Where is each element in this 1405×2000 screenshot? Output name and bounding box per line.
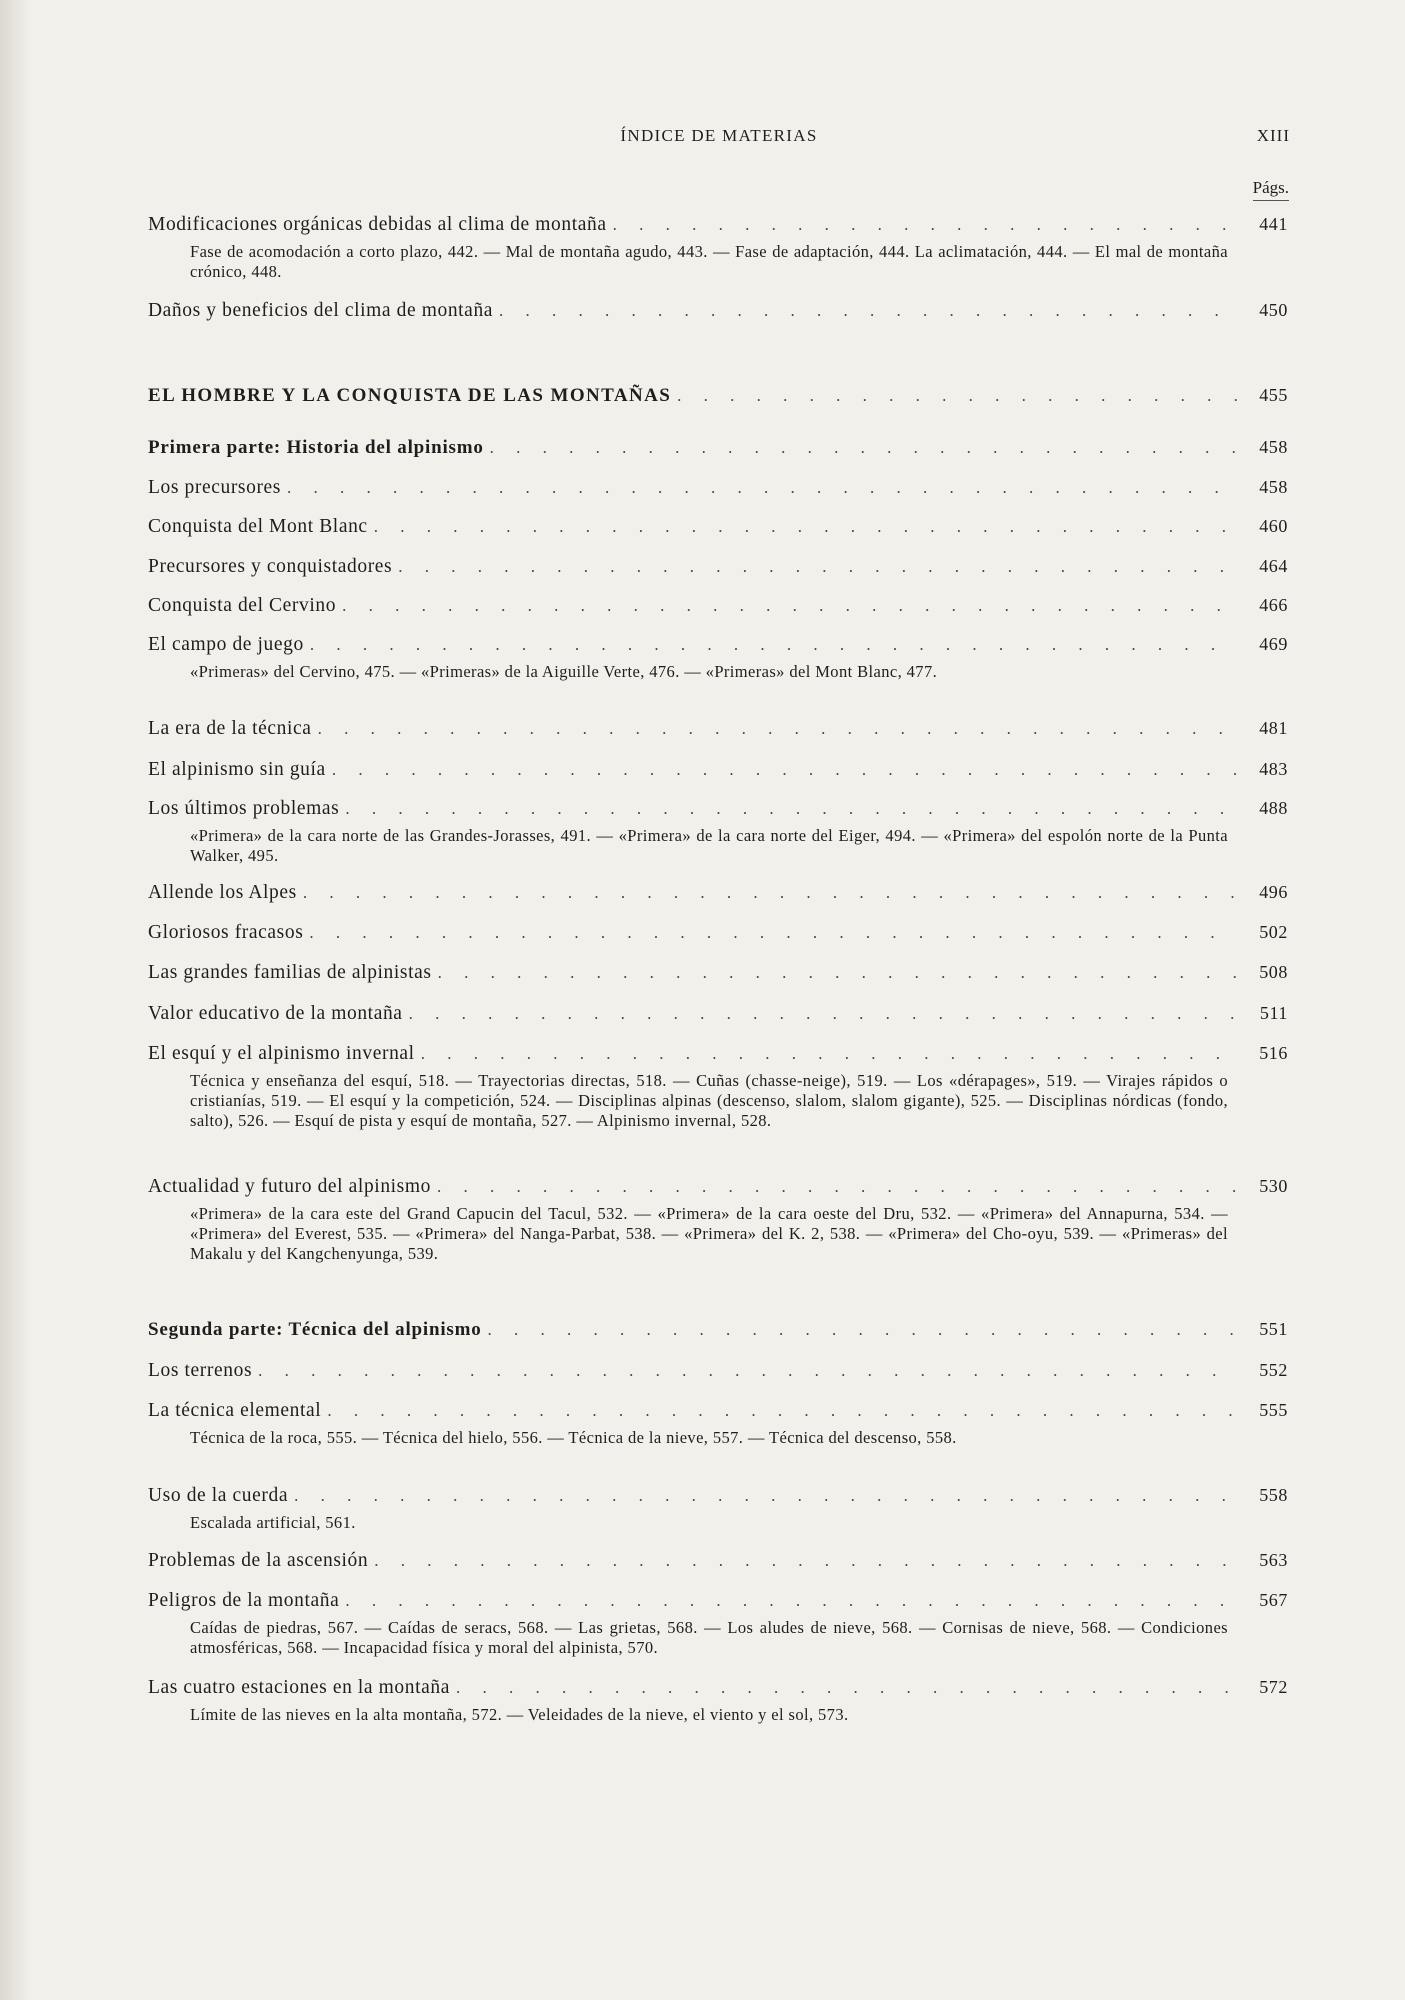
entry-subtopics: «Primeras» del Cervino, 475. — «Primeras» de la Aiguille Verte, 476. — «Primeras» del Mont Blanc, 477.: [190, 662, 938, 681]
running-title: ÍNDICE DE MATERIAS: [620, 126, 818, 145]
page-number: XIII: [1256, 126, 1290, 145]
entry-title: Allende los Alpes: [148, 882, 297, 903]
entry-subtopics: Caídas de piedras, 567. — Caídas de seracs, 568. — Las grietas, 568. — Los aludes de nieve, 568. — Cornisas de nieve, 568. — Condiciones atmosféricas, 568. — Incapacidad física y moral del alpinista, 570.: [190, 1618, 1228, 1657]
toc-entry: [148, 962, 1288, 984]
entry-page: 483: [1259, 759, 1288, 779]
pages-column-label: Págs.: [1253, 178, 1289, 201]
entry-subtopics: Límite de las nieves en la alta montaña, 572. — Veleidades de la nieve, el viento y el sol, 573.: [190, 1705, 849, 1724]
entry-title: Actualidad y futuro del alpinismo: [148, 1176, 431, 1197]
entry-subtopics: Escalada artificial, 561.: [190, 1513, 356, 1532]
entry-page: 508: [1259, 962, 1288, 982]
entry-page: 555: [1259, 1400, 1288, 1420]
entry-page: 563: [1259, 1550, 1288, 1570]
entry-page: 458: [1259, 477, 1288, 497]
entry-title: EL HOMBRE Y LA CONQUISTA DE LAS MONTAÑAS: [148, 385, 672, 406]
toc-entry: [148, 1677, 1288, 1725]
entry-title: Segunda parte: Técnica del alpinismo: [148, 1319, 482, 1340]
entry-title: Los últimos problemas: [148, 798, 340, 819]
entry-page: 481: [1259, 718, 1288, 738]
entry-page: 567: [1259, 1590, 1288, 1610]
toc-entry: [148, 922, 1288, 944]
toc-entry: [148, 1590, 1288, 1658]
toc-entry: [148, 798, 1288, 866]
entry-page: 466: [1259, 595, 1288, 615]
toc-entry: [148, 595, 1288, 617]
leader-dots: [374, 517, 1237, 537]
entry-title: El alpinismo sin guía: [148, 759, 326, 780]
toc-entry: [148, 759, 1288, 781]
entry-title: El esquí y el alpinismo invernal: [148, 1043, 415, 1064]
entry-title: Modificaciones orgánicas debidas al clima de montaña: [148, 214, 607, 235]
leader-dots: [437, 1177, 1237, 1197]
entry-title: Uso de la cuerda: [148, 1485, 289, 1506]
toc-entry: [148, 1003, 1288, 1025]
entry-subtopics: Técnica de la roca, 555. — Técnica del hielo, 556. — Técnica de la nieve, 557. — Técnica del descenso, 558.: [190, 1428, 957, 1447]
leader-dots: [421, 1044, 1237, 1064]
toc-entry: [148, 634, 1288, 682]
entry-title: Conquista del Cervino: [148, 595, 337, 616]
entry-page: 552: [1259, 1360, 1288, 1380]
entry-page: 441: [1259, 214, 1288, 234]
entry-title: Las grandes familias de alpinistas: [148, 962, 432, 983]
leader-dots: [345, 1591, 1237, 1611]
leader-dots: [294, 1486, 1237, 1506]
page-edge: [0, 0, 30, 2000]
leader-dots: [677, 386, 1237, 406]
entry-page: 551: [1259, 1319, 1288, 1339]
leader-dots: [332, 760, 1237, 780]
leader-dots: [456, 1678, 1237, 1698]
entry-title: La era de la técnica: [148, 718, 312, 739]
entry-title: Los terrenos: [148, 1360, 253, 1381]
entry-subtopics: Fase de acomodación a corto plazo, 442. — Mal de montaña agudo, 443. — Fase de adaptación, 444. La aclimatación, 444. — El mal de montaña crónico, 448.: [190, 242, 1228, 281]
entry-title: Gloriosos fracasos: [148, 922, 304, 943]
entry-title: Valor educativo de la montaña: [148, 1003, 403, 1024]
entry-title: Precursores y conquistadores: [148, 556, 393, 577]
leader-dots: [309, 923, 1237, 943]
entry-page: 455: [1259, 385, 1288, 405]
toc-section-heading: [148, 1319, 1288, 1341]
entry-page: 460: [1259, 516, 1288, 536]
entry-subtopics: «Primera» de la cara norte de las Grandes-Jorasses, 491. — «Primera» de la cara norte del Eiger, 494. — «Primera» del espolón norte de la Punta Walker, 495.: [190, 826, 1228, 865]
entry-title: Las cuatro estaciones en la montaña: [148, 1677, 451, 1698]
entry-title: Daños y beneficios del clima de montaña: [148, 300, 494, 321]
leader-dots: [409, 1004, 1237, 1024]
leader-dots: [310, 635, 1237, 655]
entry-title: Primera parte: Historia del alpinismo: [148, 437, 484, 458]
entry-page: 469: [1259, 634, 1288, 654]
toc-entry: [148, 718, 1288, 740]
entry-page: 464: [1259, 556, 1288, 576]
toc-entry: [148, 1550, 1288, 1572]
toc-entry: [148, 1485, 1288, 1533]
entry-title: Conquista del Mont Blanc: [148, 516, 368, 537]
leader-dots: [499, 301, 1237, 321]
entry-title: Los precursores: [148, 477, 281, 498]
entry-title: El campo de juego: [148, 634, 304, 655]
toc-entry: [148, 1360, 1288, 1382]
leader-dots: [613, 215, 1237, 235]
entry-page: 496: [1259, 882, 1288, 902]
entry-page: 488: [1259, 798, 1288, 818]
toc-entry: [148, 516, 1288, 538]
leader-dots: [287, 478, 1237, 498]
toc-entry: [148, 214, 1288, 282]
entry-subtopics: Técnica y enseñanza del esquí, 518. — Trayectorias directas, 518. — Cuñas (chasse-neige), 519. — Los «dérapages», 519. — Virajes rápidos o cristianías, 519. — El esquí y la competición, 524. — Disciplinas alpinas (descenso, slalom, slalom gigante), 525. — Disciplinas nórdicas (fondo, salto), 526. — Esquí de pista y esquí de montaña, 527. — Alpinismo invernal, 528.: [190, 1071, 1228, 1130]
page-header: [148, 126, 1290, 152]
leader-dots: [488, 1320, 1237, 1340]
entry-page: 450: [1259, 300, 1288, 320]
entry-page: 530: [1259, 1176, 1288, 1196]
toc-entry: [148, 300, 1288, 322]
leader-dots: [342, 596, 1237, 616]
entry-title: Peligros de la montaña: [148, 1590, 340, 1611]
leader-dots: [318, 719, 1237, 739]
entry-page: 502: [1259, 922, 1288, 942]
toc-section-heading: [148, 437, 1288, 459]
leader-dots: [490, 438, 1237, 458]
toc-entry: [148, 556, 1288, 578]
toc-entry: [148, 1176, 1288, 1264]
toc-entry: [148, 1400, 1288, 1448]
entry-subtopics: «Primera» de la cara este del Grand Capucin del Tacul, 532. — «Primera» de la cara oeste del Dru, 532. — «Primera» del Annapurna, 534. — «Primera» del Everest, 535. — «Primera» del Nanga-Parbat, 538. — «Primera» del K. 2, 538. — «Primera» del Cho-oyu, 539. — «Primeras» del Makalu y del Kangchenyunga, 539.: [190, 1204, 1228, 1263]
leader-dots: [327, 1401, 1237, 1421]
entry-page: 558: [1259, 1485, 1288, 1505]
leader-dots: [374, 1551, 1237, 1571]
leader-dots: [303, 883, 1237, 903]
toc-part-heading: [148, 385, 1288, 407]
entry-page: 511: [1259, 1003, 1288, 1023]
entry-page: 516: [1259, 1043, 1288, 1063]
toc-entry: [148, 882, 1288, 904]
entry-page: 572: [1259, 1677, 1288, 1697]
leader-dots: [438, 963, 1237, 983]
toc-entry: [148, 477, 1288, 499]
leader-dots: [345, 799, 1237, 819]
toc-entry: [148, 1043, 1288, 1131]
leader-dots: [398, 557, 1237, 577]
entry-title: La técnica elemental: [148, 1400, 322, 1421]
entry-title: Problemas de la ascensión: [148, 1550, 369, 1571]
leader-dots: [258, 1361, 1237, 1381]
entry-page: 458: [1259, 437, 1288, 457]
